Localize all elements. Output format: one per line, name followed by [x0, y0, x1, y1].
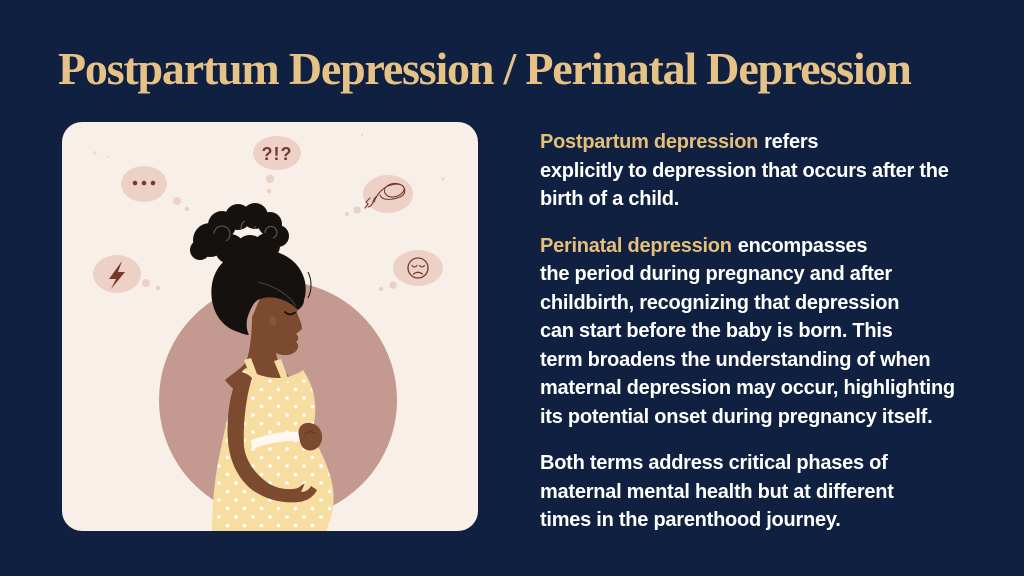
text-line: childbirth, recognizing that depression: [540, 291, 900, 314]
text-line: Both terms address critical phases of: [540, 452, 888, 474]
text-line-rest: encompasses: [737, 234, 868, 257]
thought-bubble-lightning: [93, 255, 160, 293]
term-highlight: Perinatal depression: [540, 234, 732, 257]
term-highlight: Postpartum depression: [540, 131, 759, 153]
text-line: times in the parenthood journey.: [540, 509, 841, 531]
thought-bubble-sadface: [379, 250, 443, 291]
text-line: term broadens the understanding of when: [540, 348, 931, 371]
text-line: [540, 232, 1010, 261]
thought-bubble-ellipsis: [121, 166, 189, 211]
text-line: maternal depression may occur, highlighting: [540, 377, 955, 399]
ellipsis-icon: [133, 181, 156, 186]
paragraph-both-terms: [540, 449, 1010, 535]
page-title: Postpartum Depression / Perinatal Depression: [58, 43, 911, 94]
thought-bubble-scribble: [345, 175, 413, 216]
text-line: maternal mental health but at different: [540, 480, 894, 503]
paragraph-perinatal: [540, 232, 1010, 432]
text-line-rest: refers: [764, 131, 819, 153]
text-line: the period during pregnancy and after: [540, 263, 892, 285]
paragraph-postpartum: [540, 128, 1010, 214]
text-line: [540, 128, 1010, 157]
question-exclamation-glyph: ?!?: [261, 144, 293, 164]
text-line: explicitly to depression that occurs after the: [540, 159, 949, 182]
text-column: [540, 128, 1010, 553]
pregnant-woman-illustration: [62, 122, 478, 531]
thought-bubble-question: [253, 136, 301, 193]
hair-bun: [190, 203, 289, 265]
text-line: birth of a child.: [540, 188, 680, 210]
text-line: can start before the baby is born. This: [540, 320, 893, 342]
text-line: its potential onset during pregnancy itself.: [540, 405, 933, 428]
illustration-card: [62, 122, 478, 531]
